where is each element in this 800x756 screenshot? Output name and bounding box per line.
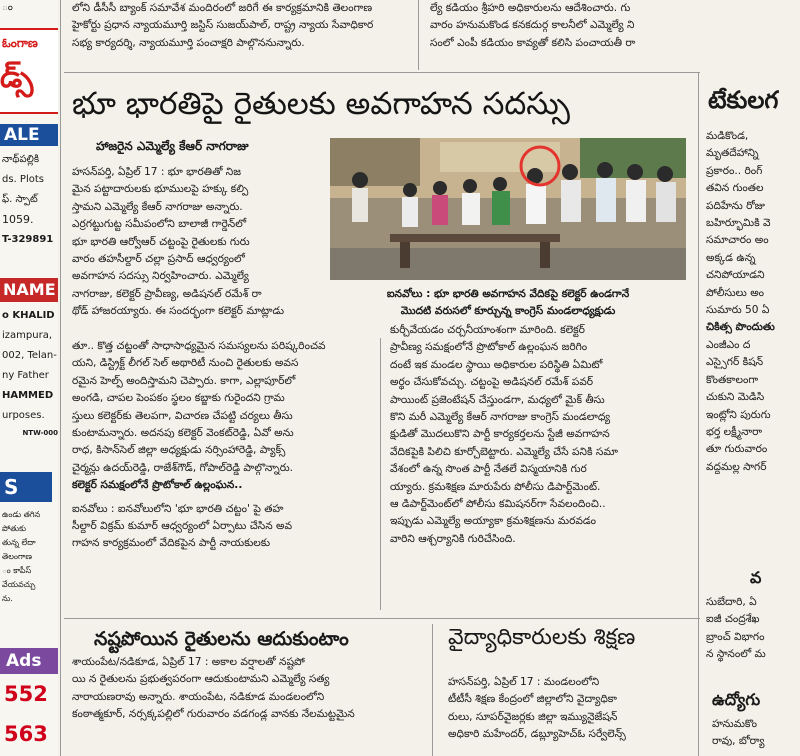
text-line: కొంతకాలంగా: [706, 373, 759, 386]
name-change-body: [2, 306, 58, 440]
main-subhead: హాజరైన ఎమ్మెల్యే కేఆర్‌ నాగరాజు: [96, 139, 249, 153]
text-line: సుబేదారి, ఏ: [706, 596, 757, 608]
text-line: హసన్‌పర్తి, ఏప్రిల్‌ 17 : మండలంలోని: [448, 676, 600, 688]
text-line: నారాయణరావు అన్నారు. శాయంపేట, నడికూడ మండలంలోని: [72, 690, 325, 703]
text-line: చుకుని మెడిసి: [706, 391, 765, 404]
text-line: లోని డీసీసీ బ్యాంక్‌ సమావేశ మందిరంలో జరిగే ఈ కార్యక్రమానికి తెలంగాణ: [72, 2, 373, 14]
text-line: తూ గురువారం: [706, 443, 768, 456]
text-line: మడికొండ,: [706, 130, 749, 142]
text-line: దంటే ఇక మండల స్థాయి అధికారుల పరిస్థితి ఏమిటో: [390, 358, 603, 371]
sale-header: ALE: [0, 124, 58, 146]
ad-number-2: 563: [4, 722, 48, 746]
text-line: వారిని ఆశ్చర్యానికి గురిచేసింది.: [390, 532, 516, 545]
text-line: ఎర్రగట్టుగుట్ట సమీపంలోని బాలాజీ గార్డెన్‌లో: [72, 218, 247, 231]
text-line: హైకోర్టు ప్రధాన న్యాయమూర్తి జస్టిస్‌ సుజయ్‌పాల్‌, రాష్ట్ర న్యాయ సేవాధికార: [72, 19, 374, 32]
main-column-1: [72, 164, 324, 321]
text-line: ప్రకారం.. రింగ్‌: [706, 164, 763, 177]
text-line: నాగరాజు, కలెక్టర్‌ ప్రావీణ్య, అడిషనల్‌ రమేశ్‌ రా: [72, 287, 262, 300]
text-line: ఐనవోలు : ఐనవోలులోని 'భూ భారతి చట్టం' పై తహ: [72, 502, 284, 515]
notice-header: S: [0, 472, 52, 502]
text-line: న స్థానంలో మ: [706, 648, 766, 661]
main-column-2: [390, 322, 690, 548]
text-line: బ్రాంచ్‌ విభాగం: [706, 630, 765, 643]
logo-line2: డ్స్: [0, 60, 34, 95]
main-headline: భూ భారతిపై రైతులకు అవగాహన సదస్సు: [72, 86, 570, 122]
notice-line: ం కాపీస్: [2, 566, 32, 575]
text-line: గాహన కార్యక్రమంలో వేదికపైన పార్టీ నాయకులకు: [72, 537, 270, 550]
text-line: మైన పట్టాదారులకు భూములపై హక్కు కల్పి: [72, 183, 249, 196]
text-line: ఐజీ చంద్రశేఖ: [706, 613, 760, 626]
notice-line: పోతుకు: [2, 524, 27, 533]
right-body-3: [712, 716, 800, 751]
sale-line: 1059.: [2, 213, 34, 226]
text-line: రావు, బోర్యా: [712, 735, 765, 748]
text-line: సమాచారం అం: [706, 234, 769, 247]
sale-body: [2, 150, 58, 250]
text-line: హనుమకొం: [712, 718, 757, 730]
section-rule: [64, 618, 700, 619]
text-line: శాయంపేట/నడికూడ, ఏప్రిల్‌ 17 : అకాల వర్షాలతో నష్టపో: [72, 656, 305, 668]
text-line: ఎస్సైగర్‌ కిషన్‌: [706, 356, 764, 369]
top-strip-right: [430, 0, 720, 52]
text-line: అధికారి మహేందర్‌, డబ్ల్యూహెచ్‌ఓ సర్వేలెన్స్‌: [448, 728, 626, 741]
sidebar-divider: [60, 0, 61, 756]
name-line: HAMMED: [2, 390, 54, 401]
text-line: ఇంట్లోని పురుగు: [706, 408, 771, 421]
column-divider: [418, 0, 419, 70]
text-line: వారం తహసీల్దార్‌ చల్లా ప్రసాద్‌ ఆధ్వర్యంలో: [72, 253, 245, 266]
text-line: రాధ, కిసాన్‌సెల్‌ జిల్లా అధ్యక్షుడు నర్సింహారెడ్డి, ప్యాక్స్‌: [72, 444, 286, 457]
photo-caption: [330, 286, 686, 320]
text-line: వేదికపైకి పిలిచి కూర్చోబెట్టారు. ఎమ్మెల్యే చేసే పనికి సమా: [390, 445, 618, 458]
text-line: య్యారు. క్రమశిక్షణ మారుపేరు పోలీసు డిపార్ట్‌మెంట్‌.: [390, 480, 601, 493]
text-line: కుర్చీవేయడం చర్చనీయాంశంగా మారింది. కలెక్టర్‌: [390, 324, 585, 336]
column-divider: [698, 72, 699, 756]
notice-line: ను.: [2, 594, 13, 603]
article3-body: [448, 674, 696, 744]
right-body: [706, 128, 800, 476]
right-headline: టేకులగ: [708, 86, 779, 114]
text-line: అక్కడ ఉన్న: [706, 251, 756, 264]
protocol-subhead: కలెక్టర్‌ సమక్షంలోనే ప్రొటోకాల్‌ ఉల్లంఘన..: [72, 479, 243, 492]
notice-body: [2, 508, 58, 606]
text-line: యని, డిస్ట్రిక్ట్‌ లీగల్‌ సెల్‌ అథారిటీ నుంచి రైతులకు అవస: [72, 357, 299, 370]
sale-line: ఫ్. స్పాట్: [2, 194, 38, 205]
text-line: ప్రావీణ్య సమక్షంలోనే ప్రొటోకాల్‌ ఉల్లంఘన జరిగిం: [390, 341, 588, 354]
sale-line: T-329891: [2, 234, 54, 245]
name-line: urposes.: [2, 410, 45, 421]
logo-line1: ఓంగాణ: [2, 36, 38, 50]
text-line: పోలీసులు అం: [706, 286, 765, 299]
text-line: సుమారు 50 ఏ: [706, 304, 770, 317]
text-line: అవగాహన సదస్సు నిర్వహించారు. ఎమ్మెల్యే: [72, 270, 249, 283]
text-line: క్షుడితో మొదలుకొని పార్టీ కార్యకర్తలను స్టేజీ అవగాహన: [390, 428, 610, 441]
text-line: కుంటామన్నారు. అదనపు కలెక్టర్‌ వెంకట్‌రెడ్డి, ఏవో అను: [72, 427, 294, 440]
name-line: 002, Telan-: [2, 350, 57, 361]
text-line: ఆ డిపార్ట్‌మెంట్‌లో పోలీసు కమిషనర్‌గా సేవలందించి..: [390, 498, 606, 511]
caption-line: మొదటి వరుసలో కూర్చున్న కాంగ్రెస్‌ మండలాధ్యక్షుడు: [400, 305, 616, 317]
ad-number-1: 552: [4, 682, 48, 706]
section-rule: [64, 72, 700, 73]
caption-line: ఐనవోలు : భూ భారతి అవగాహన వేదికపై కలెక్టర్‌ ఉండగానే: [386, 288, 630, 300]
text-line: టీటీసీ శిక్షణ కేంద్రంలో జిల్లాలోని వైద్యాధికా: [448, 693, 617, 706]
article3-headline: వైద్యాధికారులకు శిక్షణ: [448, 625, 636, 650]
sale-line: ds. Plots: [2, 174, 44, 185]
text-line: రులు, సూపర్‌వైజర్లకు జిల్లా ఇమ్యునైజేషన్‌: [448, 710, 618, 723]
right-subhead: వ: [750, 568, 762, 587]
event-photo: [330, 138, 686, 280]
name-line: ny Father: [2, 370, 49, 381]
text-line: వద్దమల్ల సాగర్‌: [706, 460, 767, 473]
text-line: తవిన గుంతల: [706, 182, 764, 195]
text-line: చికిత్స పొందుతు: [706, 321, 775, 334]
text-line: స్తులు కలెక్టర్‌కు తెలపగా, విచారణ చేపట్టి చర్యలు తీసు: [72, 409, 293, 422]
name-change-header: NAME: [0, 278, 58, 302]
text-line: పాయింట్‌ ప్రజెంటేషన్‌ చేస్తుండగా, మధ్యలో మైక్‌ తీసు: [390, 393, 605, 406]
text-line: థోడ్‌ హాజరయ్యారు. ఈ సందర్భంగా కలెక్టర్‌ మాట్లాడు: [72, 305, 285, 318]
notice-line: తున్న లేదా: [2, 538, 36, 547]
text-line: ఇప్పుడు ఎమ్మెల్యే అయ్యాకా క్రమశిక్షణను మరవడం: [390, 515, 596, 528]
text-line: అంగడి, చాపల పెంపకం స్థలం కబ్జాకు గురైందని గ్రామ: [72, 392, 285, 405]
article2-headline: నష్టపోయిన రైతులను ఆదుకుంటాం: [94, 628, 349, 650]
sale-line: నాథ్‌పల్లికి: [2, 154, 40, 165]
text-line: బహిర్భూమికి వె: [706, 217, 771, 230]
name-line: o KHALID: [2, 310, 55, 321]
right-subhead-2: ఉద్యోగు: [712, 690, 761, 709]
top-strip-left: [72, 0, 402, 52]
text-line: హసన్‌పర్తి, ఏప్రిల్‌ 17 : భూ భారతితో నిజ: [72, 166, 241, 178]
name-line: izampura,: [2, 330, 52, 341]
main-column-1-wide: [72, 338, 372, 553]
column-divider: [432, 624, 433, 756]
column-divider: [380, 338, 381, 610]
right-body-2: [706, 594, 800, 664]
classifieds-logo: [0, 28, 58, 114]
event-photo-illustration: [330, 138, 686, 280]
ntw-code: NTW-000: [22, 429, 58, 437]
text-line: భూ భారతి ఆర్వోఆర్‌ చట్టంపై రైతులకు గురు: [72, 235, 250, 248]
ads-header: Ads: [0, 648, 58, 674]
notice-line: తెలంగాణ: [2, 552, 32, 561]
text-line: యి న రైతులను ప్రభుత్వపరంగా ఆదుకుంటామని ఎమ్మెల్యే సత్య: [72, 673, 330, 686]
ad-sidebar: [0, 0, 58, 756]
text-line: చైర్మన్లు ఉదయ్‌రెడ్డి, రాజేశ్‌గౌడ్‌, గోపాల్‌రెడ్డి పాల్గొన్నారు.: [72, 461, 294, 474]
article2-body: [72, 654, 422, 724]
text-line: రమైన హెల్ప్‌ అందిస్తామని చెప్పారు. కాగా, ఎల్లాపూర్‌లో: [72, 374, 296, 387]
text-line: తూ.. కొత్త చట్టంతో సాధాసాధ్యమైన సమస్యలను పరిష్కరించవ: [72, 340, 326, 352]
text-line: మృతదేహాన్ని: [706, 147, 759, 160]
text-line: స్తామని ఎమ్మెల్యే కేఆర్‌ నాగరాజు అన్నారు.: [72, 200, 243, 213]
text-line: సీల్దార్‌ విక్రమ్‌ కుమార్‌ ఆధ్వర్యంలో ఏర్పాటు చేసిన అవ: [72, 520, 293, 533]
right-column: [700, 0, 800, 756]
notice-line: ఉండు తగిన: [2, 510, 41, 519]
text-line: వేశంలో ఉన్న సొంత పార్టీ నేతలే విస్మయానికి గుర: [390, 463, 587, 476]
text-line: ఎంజీఎం ద: [706, 338, 751, 351]
text-line: సంలో ఎంపీ కడియం కావ్యతో కలిసి పంచాయతీ రా: [430, 36, 636, 49]
text-line: కొని మరీ ఎమ్మెల్యే కేఆర్‌ నాగరాజు కాంగ్రెస్‌ మండలాధ్య: [390, 411, 611, 424]
text-line: సభ్య కార్యదర్శి, న్యాయమూర్తి పంచాక్షరి పాల్గొననున్నారు.: [72, 36, 305, 49]
notice-line: వేయవచ్చు: [2, 580, 36, 589]
text-line: చనిపోయాడని: [706, 269, 765, 282]
sidebar-fragment: ం: [2, 2, 13, 13]
text-line: భర్త లక్ష్మీనారా: [706, 425, 763, 438]
text-line: ల్యే కడియం శ్రీహరి అధికారులను ఆదేశించారు. గు: [430, 2, 631, 14]
text-line: వారం హనుమకొండ కనకదుర్గ కాలనీలో ఎమ్మెల్యే ని: [430, 19, 635, 32]
text-line: పదిహేను రోజు: [706, 199, 765, 212]
text-line: అర్థం చేసుకోవచ్చు. చట్టంపై అడిషనల్‌ రమేశ్‌ పవర్‌: [390, 376, 594, 389]
text-line: కంఠాత్మకూర్‌, నర్సక్కపల్లిలో గురువారం వడగండ్ల వానకు నేలమట్టమైన: [72, 708, 355, 721]
